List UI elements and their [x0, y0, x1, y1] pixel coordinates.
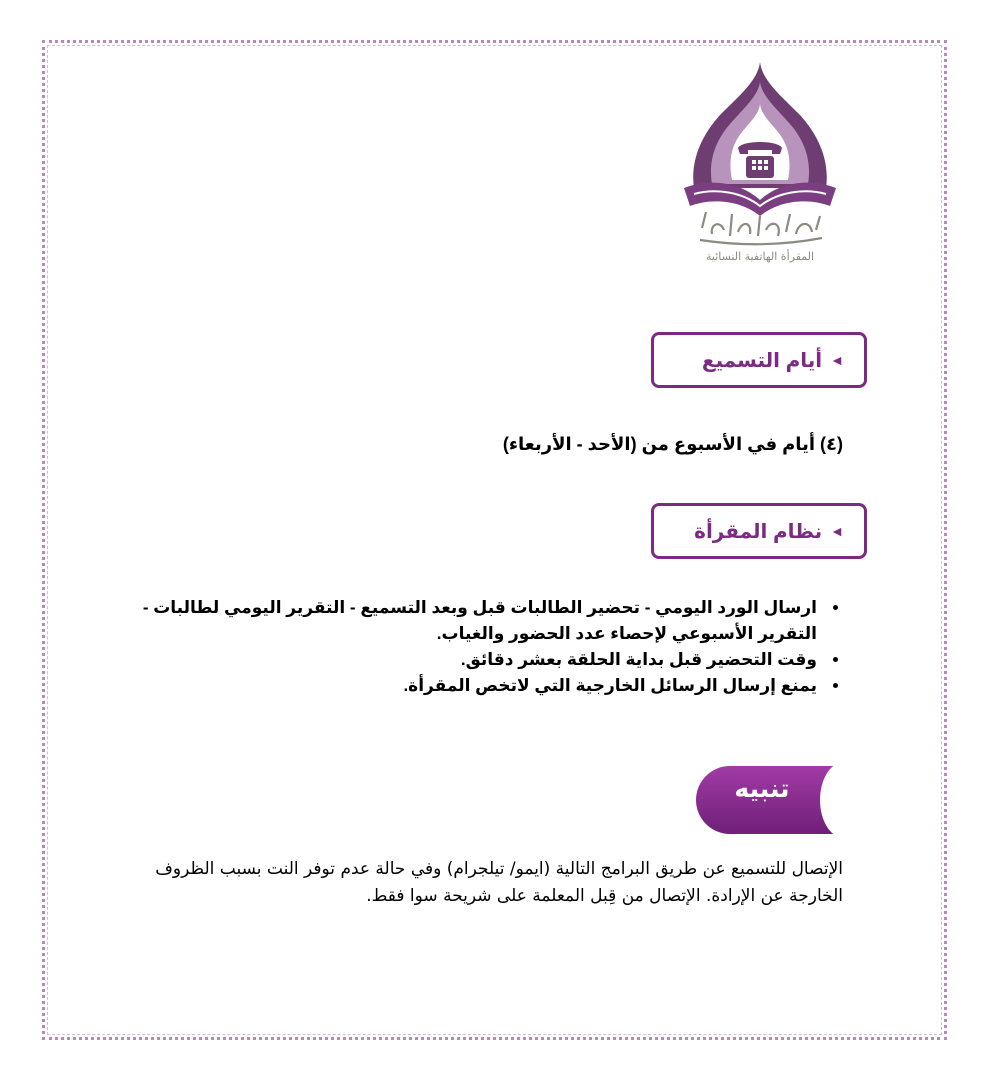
days-heading-label: أيام التسميع [701, 349, 823, 372]
arrow-left-icon: ◄ [830, 352, 844, 368]
rules-list [121, 595, 843, 699]
system-heading-label: نظام المقرأة [694, 520, 823, 543]
section-heading-days [651, 332, 867, 388]
list-item: • يمنع إرسال الرسائل الخارجية التي لاتخص المقرأة. [121, 673, 821, 699]
arrow-left-icon: ◄ [830, 523, 844, 539]
days-description: (٤) أيام في الأسبوع من (الأحد - الأربعاء) [502, 434, 843, 454]
logo-subtitle: المقرأة الهاتفية النسائية [705, 250, 815, 263]
notice-text: الإتصال للتسميع عن طريق البرامج التالية (ايمو/ تيلجرام) وفي حالة عدم توفر النت بسبب الظروف الخارجة عن الإرادة. الإتصال من قِبل المعلمة على شريحة سوا فقط. [155, 859, 843, 906]
list-item: • وقت التحضير قبل بداية الحلقة بعشر دقائق. [121, 647, 821, 673]
mosque-book-logo-icon [680, 60, 840, 270]
logo [680, 60, 840, 270]
notice-label: تنبيه [734, 775, 790, 803]
section-heading-system [651, 503, 867, 559]
list-item: • ارسال الورد اليومي - تحضير الطالبات قبل وبعد التسميع - التقرير اليومي لطالبات - التقرير الأسبوعي لإحصاء عدد الحضور والغياب. [121, 595, 821, 647]
